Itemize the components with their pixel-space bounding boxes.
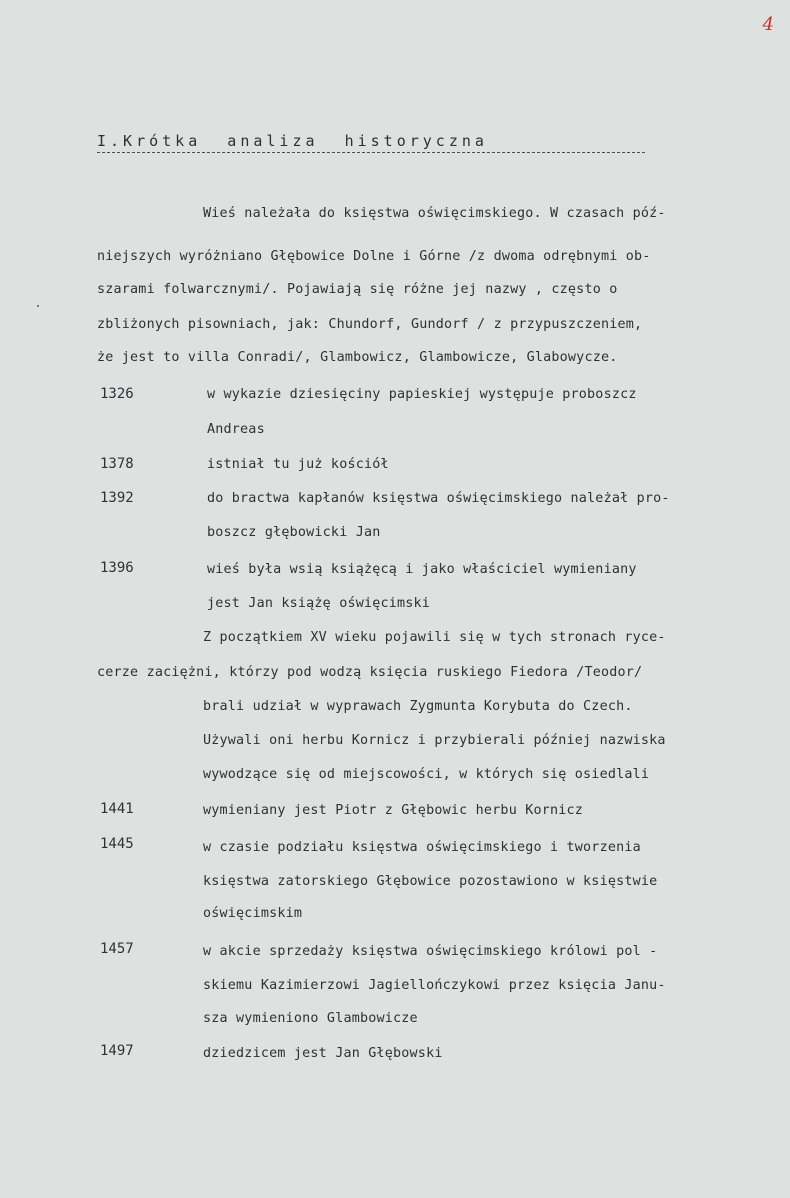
entry-year: 1326 [100,386,134,402]
entry-line: brali udział w wyprawach Zygmunta Korybuta do Czech. [203,699,633,714]
entry-line: w czasie podziału księstwa oświęcimskiego i tworzenia [203,840,641,855]
entry-line: do bractwa kapłanów księstwa oświęcimskiego należał pro- [207,491,670,506]
ink-spot [37,305,39,307]
entry-line: jest Jan książę oświęcimski [207,596,431,611]
entry-year: 1497 [100,1043,134,1059]
intro-line: że jest to villa Conradi/, Glambowicz, Glambowicze, Glabowycze. [97,350,618,365]
intro-line: Wieś należała do księstwa oświęcimskiego. W czasach póź- [203,206,666,221]
entry-line: w akcie sprzedaży księstwa oświęcimskiego królowi pol - [203,944,658,959]
entry-year: 1392 [100,490,134,506]
title-underline [97,152,645,153]
entry-line: sza wymieniono Glambowicze [203,1011,418,1026]
entry-line: dziedzicem jest Jan Głębowski [203,1046,443,1061]
entry-line: w wykazie dziesięciny papieskiej występuje proboszcz [207,387,637,402]
entry-line: wymieniany jest Piotr z Głębowic herbu Kornicz [203,803,584,818]
entry-line: Używali oni herbu Kornicz i przybierali później nazwiska [203,733,666,748]
entry-line: istniał tu już kościół [207,457,389,472]
entry-year: 1378 [100,456,134,472]
section-title: I.Krótka analiza historyczna [97,132,488,150]
intro-line: zbliżonych pisowniach, jak: Chundorf, Gundorf / z przypuszczeniem, [97,317,643,332]
entry-year: 1445 [100,836,134,852]
entry-line: boszcz głębowicki Jan [207,525,381,540]
entry-year: 1457 [100,941,134,957]
entry-line: cerze zaciężni, którzy pod wodzą księcia ruskiego Fiedora /Teodor/ [97,665,643,680]
intro-line: niejszych wyróżniano Głębowice Dolne i Górne /z dwoma odrębnymi ob- [97,249,651,264]
entry-line: Z początkiem XV wieku pojawili się w tych stronach ryce- [203,630,666,645]
entry-line: wieś była wsią książęcą i jako właściciel wymieniany [207,562,637,577]
entry-line: Andreas [207,422,265,437]
intro-line: szarami folwarcznymi/. Pojawiają się różne jej nazwy , często o [97,282,618,297]
entry-line: oświęcimskim [203,906,303,921]
page-number: 4 [762,14,774,35]
entry-line: księstwa zatorskiego Głębowice pozostawiono w księstwie [203,874,658,889]
entry-year: 1441 [100,801,134,817]
entry-line: skiemu Kazimierzowi Jagiellończykowi przez księcia Janu- [203,978,666,993]
entry-line: wywodzące się od miejscowości, w których się osiedlali [203,767,650,782]
entry-year: 1396 [100,560,134,576]
